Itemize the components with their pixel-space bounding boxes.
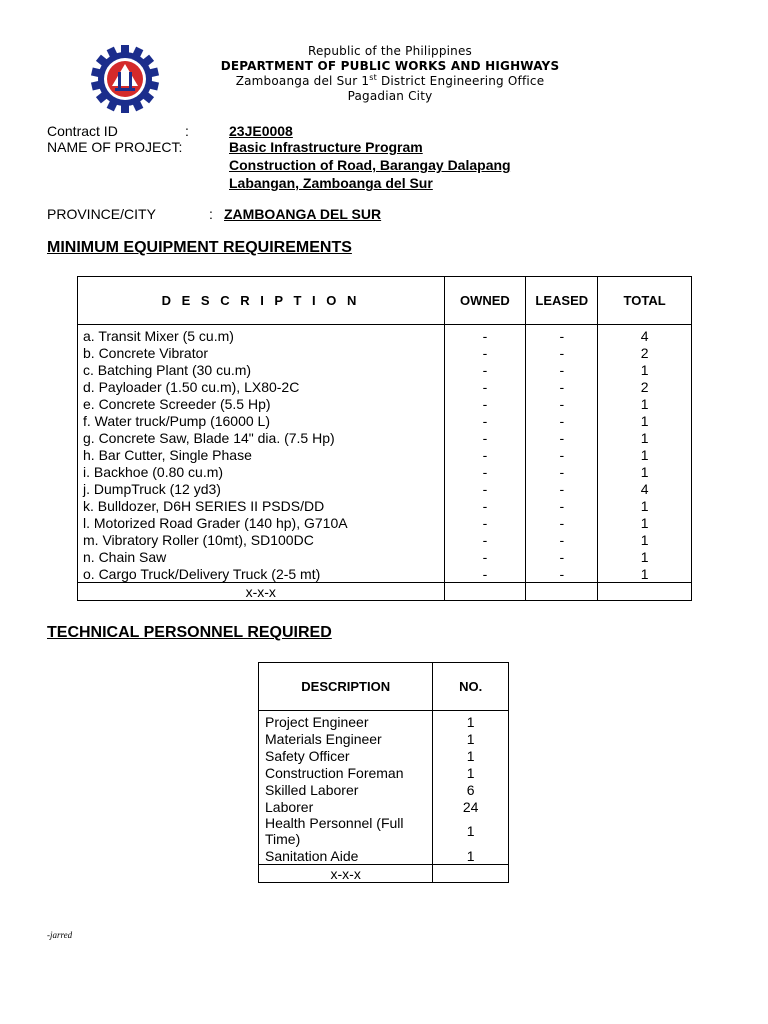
equipment-leased-cell: - — [526, 514, 598, 531]
equipment-description-cell: o. Cargo Truck/Delivery Truck (2-5 mt) — [78, 565, 445, 583]
personnel-end-row — [259, 865, 509, 883]
personnel-count-cell: 6 — [433, 781, 509, 798]
equipment-table-header — [78, 277, 692, 325]
personnel-count-cell: 1 — [433, 711, 509, 731]
personnel-description-cell: Laborer — [259, 798, 433, 815]
equipment-empty-cell — [598, 583, 692, 601]
personnel-description-cell: Construction Foreman — [259, 764, 433, 781]
equipment-owned-cell: - — [444, 531, 526, 548]
equipment-description-cell: n. Chain Saw — [78, 548, 445, 565]
equipment-leased-cell: - — [526, 325, 598, 345]
personnel-count-cell: 1 — [433, 747, 509, 764]
equipment-row — [78, 429, 692, 446]
personnel-row — [259, 798, 509, 815]
equipment-leased-cell: - — [526, 463, 598, 480]
equipment-total-cell: 1 — [598, 429, 692, 446]
equipment-leased-cell: - — [526, 395, 598, 412]
equipment-row — [78, 480, 692, 497]
equipment-total-cell: 4 — [598, 480, 692, 497]
equipment-header-leased: LEASED — [526, 277, 598, 325]
project-name-label: NAME OF PROJECT: — [47, 139, 183, 155]
equipment-total-cell: 1 — [598, 497, 692, 514]
personnel-row — [259, 730, 509, 747]
project-name-line-1: Basic Infrastructure Program — [229, 139, 423, 155]
equipment-owned-cell: - — [444, 497, 526, 514]
personnel-count-cell: 1 — [433, 764, 509, 781]
equipment-section-title: MINIMUM EQUIPMENT REQUIREMENTS — [47, 239, 352, 256]
header-republic: Republic of the Philippines — [307, 44, 473, 58]
personnel-count-cell: 1 — [433, 730, 509, 747]
equipment-description-cell: e. Concrete Screeder (5.5 Hp) — [78, 395, 445, 412]
project-name-line-3: Labangan, Zamboanga del Sur — [229, 175, 433, 191]
equipment-description-cell: c. Batching Plant (30 cu.m) — [78, 361, 445, 378]
equipment-leased-cell: - — [526, 429, 598, 446]
equipment-total-cell: 1 — [598, 514, 692, 531]
equipment-total-cell: 1 — [598, 412, 692, 429]
equipment-leased-cell: - — [526, 344, 598, 361]
equipment-total-cell: 1 — [598, 531, 692, 548]
dpwh-logo-icon — [90, 44, 160, 114]
equipment-total-cell: 4 — [598, 325, 692, 345]
equipment-description-cell: f. Water truck/Pump (16000 L) — [78, 412, 445, 429]
equipment-owned-cell: - — [444, 480, 526, 497]
contract-id-value: 23JE0008 — [229, 123, 293, 139]
equipment-description-cell: j. DumpTruck (12 yd3) — [78, 480, 445, 497]
equipment-row — [78, 325, 692, 345]
equipment-owned-cell: - — [444, 361, 526, 378]
equipment-row — [78, 565, 692, 583]
document-header — [180, 44, 600, 104]
project-name-line-2: Construction of Road, Barangay Dalapang — [229, 157, 511, 173]
personnel-description-cell: Materials Engineer — [259, 730, 433, 747]
equipment-leased-cell: - — [526, 497, 598, 514]
equipment-end-mark: x-x-x — [78, 583, 445, 601]
contract-id-label: Contract ID — [47, 123, 118, 139]
equipment-header-description: D E S C R I P T I O N — [78, 277, 445, 325]
equipment-total-cell: 1 — [598, 548, 692, 565]
equipment-leased-cell: - — [526, 531, 598, 548]
equipment-owned-cell: - — [444, 395, 526, 412]
personnel-row — [259, 847, 509, 865]
equipment-description-cell: l. Motorized Road Grader (140 hp), G710A — [78, 514, 445, 531]
equipment-header-total: TOTAL — [598, 277, 692, 325]
equipment-description-cell: h. Bar Cutter, Single Phase — [78, 446, 445, 463]
equipment-row — [78, 412, 692, 429]
equipment-owned-cell: - — [444, 565, 526, 583]
equipment-leased-cell: - — [526, 361, 598, 378]
equipment-total-cell: 2 — [598, 378, 692, 395]
personnel-section-title: TECHNICAL PERSONNEL REQUIRED — [47, 624, 332, 641]
header-city: Pagadian City — [347, 89, 433, 103]
equipment-leased-cell: - — [526, 378, 598, 395]
personnel-description-cell: Health Personnel (Full Time) — [259, 815, 433, 847]
equipment-row — [78, 361, 692, 378]
equipment-row — [78, 446, 692, 463]
header-department: DEPARTMENT OF PUBLIC WORKS AND HIGHWAYS — [220, 59, 560, 73]
footer-note: -jarred — [47, 930, 73, 940]
personnel-header-description: DESCRIPTION — [259, 663, 433, 711]
header-district-office: Zamboanga del Sur 1st District Engineering Office — [235, 73, 545, 88]
equipment-total-cell: 1 — [598, 565, 692, 583]
equipment-leased-cell: - — [526, 480, 598, 497]
equipment-row — [78, 497, 692, 514]
equipment-empty-cell — [444, 583, 526, 601]
equipment-owned-cell: - — [444, 514, 526, 531]
equipment-end-row — [78, 583, 692, 601]
equipment-total-cell: 1 — [598, 463, 692, 480]
personnel-table-header — [259, 663, 509, 711]
personnel-row — [259, 781, 509, 798]
personnel-count-cell: 1 — [433, 815, 509, 847]
equipment-description-cell: d. Payloader (1.50 cu.m), LX80-2C — [78, 378, 445, 395]
equipment-leased-cell: - — [526, 412, 598, 429]
personnel-row — [259, 711, 509, 731]
personnel-description-cell: Skilled Laborer — [259, 781, 433, 798]
equipment-total-cell: 1 — [598, 446, 692, 463]
equipment-owned-cell: - — [444, 344, 526, 361]
equipment-owned-cell: - — [444, 412, 526, 429]
equipment-description-cell: b. Concrete Vibrator — [78, 344, 445, 361]
equipment-row — [78, 531, 692, 548]
personnel-description-cell: Sanitation Aide — [259, 847, 433, 865]
personnel-table — [258, 662, 509, 883]
equipment-table — [77, 276, 692, 601]
personnel-row — [259, 815, 509, 847]
equipment-owned-cell: - — [444, 378, 526, 395]
equipment-leased-cell: - — [526, 446, 598, 463]
equipment-row — [78, 344, 692, 361]
personnel-description-cell: Project Engineer — [259, 711, 433, 731]
equipment-description-cell: i. Backhoe (0.80 cu.m) — [78, 463, 445, 480]
personnel-empty-cell — [433, 865, 509, 883]
province-label: PROVINCE/CITY — [47, 206, 156, 222]
equipment-leased-cell: - — [526, 548, 598, 565]
equipment-row — [78, 463, 692, 480]
equipment-total-cell: 2 — [598, 344, 692, 361]
personnel-description-cell: Safety Officer — [259, 747, 433, 764]
province-value: ZAMBOANGA DEL SUR — [224, 206, 382, 222]
equipment-owned-cell: - — [444, 325, 526, 345]
equipment-empty-cell — [526, 583, 598, 601]
equipment-description-cell: a. Transit Mixer (5 cu.m) — [78, 325, 445, 345]
equipment-description-cell: m. Vibratory Roller (10mt), SD100DC — [78, 531, 445, 548]
equipment-owned-cell: - — [444, 463, 526, 480]
document-page: Republic of the Philippines DEPARTMENT OF PUBLIC WORKS AND HIGHWAYS Zamboanga del Sur 1st District Engineering Office Pagadian City Contract ID : 23JE0008 NAME OF PROJECT: Basic Infrastructure Program Construction of Road, Barangay Dalapang Labangan, Zamboanga del Sur PROVINCE/CITY : ZAMBOANGA DEL SUR MINIMUM EQUIPMENT REQUIREMENTS D E S C R I P T I O N OWNED LEASED TOTAL a. Transit Mixer (5 cu.m) - - 4 b. Concrete Vibrator - - 2 c. Batching Plant (30 cu.m) - - 1 d. Payloader (1.50 cu.m), LX80-2C - - 2 e. Concrete Screeder (5.5 Hp) - - 1 f. Water truck/Pump (16000 L) - - 1 g. Concrete Saw, Blade 14" dia. (7.5 Hp) - - 1 h. Bar Cutter, Single Phase - - 1 i. Backhoe (0.80 cu.m) - - 1 j. DumpTruck (12 yd3) - - 4 k. Bulldozer, D6H SERIES II PSDS/DD - - 1 l. Motorized Road Grader (140 hp), G710A - - 1 m. Vibratory Roller (10mt), SD100DC - - 1 n. Chain Saw - - 1 o. Cargo Truck/Delivery Truck (2-5 mt) - - 1 x-x-x TECHNICAL PERSONNEL REQUIRED DESCRIPTION NO. Project Engineer 1 Materials Engineer 1 Safety Officer 1 Construction Foreman 1 Skilled Laborer 6 Laborer 24 Health Personnel (Full Time) 1 Sanitation Aide 1 x-x-x -jarred — [0, 0, 768, 1024]
equipment-owned-cell: - — [444, 429, 526, 446]
equipment-description-cell: g. Concrete Saw, Blade 14" dia. (7.5 Hp) — [78, 429, 445, 446]
equipment-total-cell: 1 — [598, 395, 692, 412]
equipment-row — [78, 378, 692, 395]
equipment-row — [78, 514, 692, 531]
equipment-row — [78, 548, 692, 565]
personnel-count-cell: 24 — [433, 798, 509, 815]
personnel-header-no: NO. — [433, 663, 509, 711]
personnel-count-cell: 1 — [433, 847, 509, 865]
personnel-end-mark: x-x-x — [259, 865, 433, 883]
personnel-row — [259, 764, 509, 781]
equipment-row — [78, 395, 692, 412]
equipment-description-cell: k. Bulldozer, D6H SERIES II PSDS/DD — [78, 497, 445, 514]
equipment-owned-cell: - — [444, 446, 526, 463]
equipment-owned-cell: - — [444, 548, 526, 565]
equipment-leased-cell: - — [526, 565, 598, 583]
equipment-header-owned: OWNED — [444, 277, 526, 325]
personnel-row — [259, 747, 509, 764]
equipment-total-cell: 1 — [598, 361, 692, 378]
